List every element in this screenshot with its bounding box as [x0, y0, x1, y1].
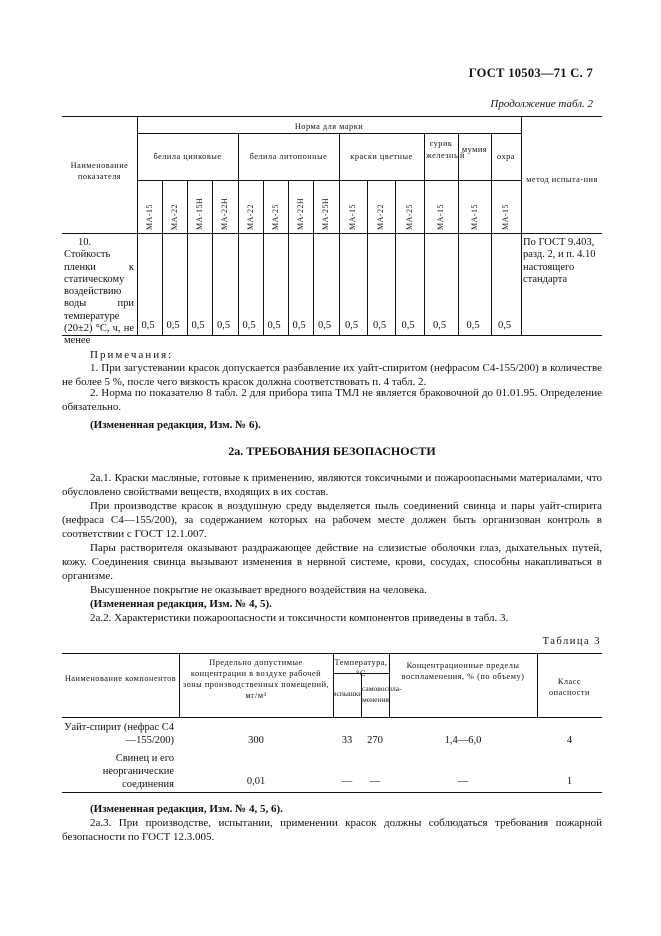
edit-note-1: (Измененная редакция, Изм. № 6). [90, 419, 261, 431]
t3-header-auto: самовоспла-менения [362, 684, 402, 704]
grade-header: МА-15 [501, 203, 510, 230]
t3-row1-auto: 270 [367, 735, 383, 746]
col-header-method: метод испыта-ния [526, 175, 598, 184]
row-value: 0,5 [141, 320, 155, 331]
group-header: сурик железный [426, 139, 465, 160]
grade-header: МА-15Н [194, 197, 204, 230]
grade-header: МА-15 [144, 203, 154, 230]
grade-header: МА-22 [376, 203, 385, 230]
row-value: 0,5 [373, 320, 387, 331]
row-value: 0,5 [191, 320, 205, 331]
table-3-caption: Таблица 3 [542, 636, 601, 647]
t3-row2-pdk: 0,01 [246, 776, 266, 787]
t3-header-name: Наименование компонентов [64, 674, 177, 683]
group-header: белила литопонные [249, 152, 328, 161]
t3-row1-pdk: 300 [248, 735, 264, 746]
group-header: охра [497, 152, 515, 161]
t3-row1-conc: 1,4—6,0 [444, 735, 482, 746]
row-value: 0,5 [166, 320, 180, 331]
t3-header-flash: вспышки [333, 689, 363, 698]
table-continuation: Продолжение табл. 2 [490, 98, 593, 110]
row-method: По ГОСТ 9.403, разд. 2, и п. 4.10 настоящего стандарта [523, 237, 596, 285]
t3-row2-flash: — [341, 776, 353, 787]
t3-header-pdk: Предельно допустимые концентрации в воздухе рабочей зоны производственных помещений, мг/м³ [182, 658, 330, 700]
group-header: краски цветные [350, 152, 413, 161]
t3-row1-class: 4 [566, 735, 573, 746]
grade-header: МА-25 [270, 203, 280, 230]
page-reference: ГОСТ 10503—71 С. 7 [468, 66, 593, 80]
row-value: 0,5 [267, 320, 281, 331]
group-header: мумия [461, 145, 488, 154]
paragraph-vapors: Пары растворителя оказывают раздражающее действие на слизистые оболочки глаз, дыхательных путей, кожу. Соединения свинца вызывают изменения в нервной системе, крови, сосудах, способны накапливаться в организме. [62, 542, 602, 582]
grade-header: МА-15 [469, 203, 479, 230]
row-value: 0,5 [498, 320, 512, 331]
paragraph-coating: Высушенное покрытие не оказывает вредного воздействия на человека. [90, 584, 427, 596]
edit-note-2: (Измененная редакция, Изм. № 4, 5). [90, 598, 272, 610]
t3-header-class: Класс опасности [549, 677, 590, 697]
row-value: 0,5 [345, 320, 359, 331]
t3-row2-conc: — [457, 776, 469, 787]
group-header: белила цинковые [153, 152, 222, 161]
t3-row1-flash: 33 [341, 735, 353, 746]
t3-header-conc: Концентрационные пределы воспламенения, % (по объему) [401, 661, 525, 681]
note-1: 1. При загустевании красок допускается разбавление их уайт-спиритом (нефрасом С4-155/200) в количестве не более 5 %, после чего вязкость красок должна соответствовать п. 4 табл. 2. [62, 362, 602, 388]
edit-note-3: (Измененная редакция, Изм. № 4, 5, 6). [90, 803, 283, 815]
grade-header: МА-25 [404, 203, 414, 230]
grade-header: МА-22Н [295, 197, 305, 230]
grade-header: МА-22 [245, 203, 255, 230]
col-header-norm: Норма для марки [294, 122, 364, 131]
row-value: 0,5 [318, 320, 332, 331]
row-name: 10. Стойкость пленки к статическому воздействию воды при температуре (20±2) °С, ч, не менее [64, 237, 134, 347]
t3-header-temp: Температура, °С [334, 658, 388, 678]
row-value: 0,5 [466, 320, 480, 331]
grade-header: МА-22Н [220, 197, 229, 230]
row-value: 0,5 [401, 320, 415, 331]
grade-header: МА-22 [169, 203, 179, 230]
paragraph-production: При производстве красок в воздушную среду выделяется пыль соединений свинца и пары уайт-спирита (нефраса С4—155/200), за содержанием которых на рабочем месте должен быть организован контроль в соответствии с ГОСТ 12.1.007. [62, 500, 602, 540]
t3-row2-class: 1 [566, 776, 573, 787]
grade-header: МА-25Н [321, 197, 330, 230]
row-value: 0,5 [292, 320, 306, 331]
note-2: 2. Норма по показателю 8 табл. 2 для прибора типа ТМЛ не является браковочной до 01.01.95. Определение обязательно. [62, 387, 602, 413]
t3-row2-auto: — [369, 776, 381, 787]
grade-header: МА-15 [436, 203, 445, 230]
row-value: 0,5 [217, 320, 231, 331]
col-header-name: Наименование показателя [70, 161, 129, 181]
row-value: 0,5 [242, 320, 256, 331]
paragraph-2a1: 2а.1. Краски масляные, готовые к применению, являются токсичными и пожароопасными материалами, что обусловлено свойствами веществ, входящих в их состав. [62, 472, 602, 498]
paragraph-2a2: 2а.2. Характеристики пожароопасности и токсичности компонентов приведены в табл. 3. [90, 612, 509, 624]
t3-row1-name: Уайт-спирит (нефрас С4—155/200) [64, 722, 174, 746]
notes-title: Примечания: [90, 349, 174, 361]
t3-row2-name: Свинец и его неорганические соединения [102, 753, 174, 790]
paragraph-2a3: 2а.3. При производстве, испытании, применении красок должны соблюдаться требования пожарной безопасности по ГОСТ 12.3.005. [62, 817, 602, 843]
section-title: 2а. ТРЕБОВАНИЯ БЕЗОПАСНОСТИ [228, 444, 436, 458]
grade-header: МА-15 [348, 203, 357, 230]
row-value: 0,5 [433, 320, 447, 331]
